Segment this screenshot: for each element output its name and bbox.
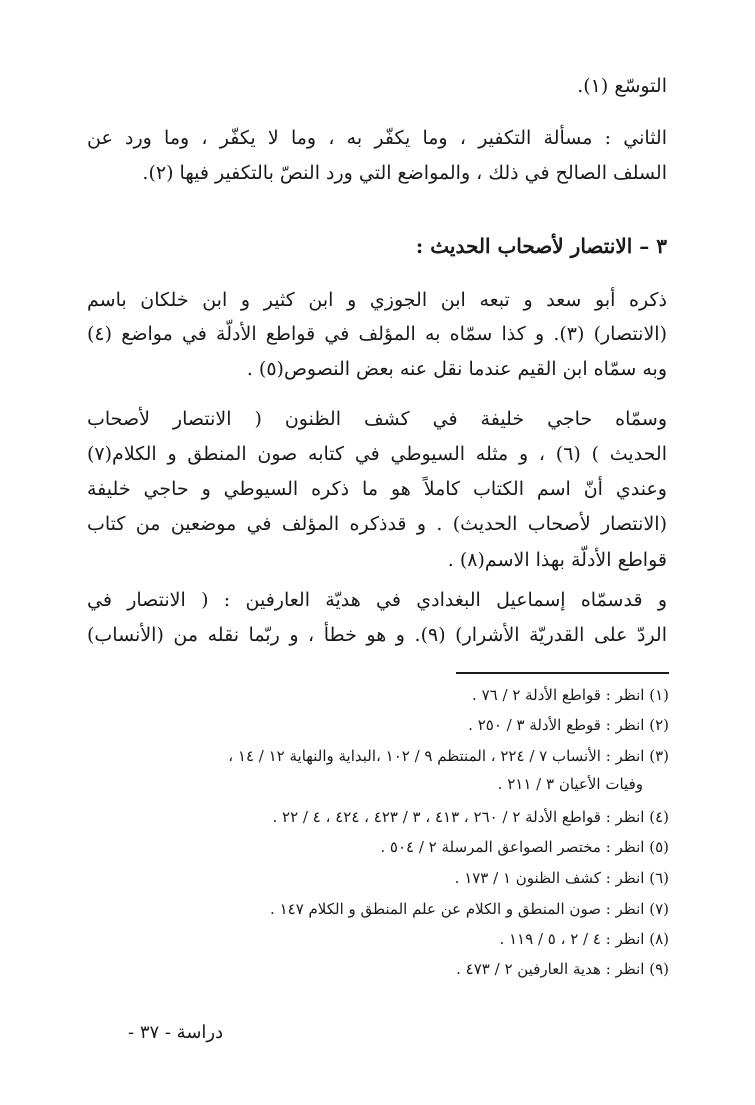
body-line: قواطع الأدلّة بهذا الاسم(٨) .: [447, 549, 667, 571]
footnote: (٩) انظر : هدية العارفين ٢ / ٤٧٣ .: [456, 960, 669, 978]
body-line: السلف الصالح في ذلك ، والمواضع التي ورد النصّ بالتكفير فيها (٢).: [142, 162, 667, 184]
footnote-divider: [456, 672, 669, 674]
footnote-continuation: وفيات الأعيان ٣ / ٢١١ .: [497, 775, 643, 793]
section-heading: ٣ – الانتصار لأصحاب الحديث :: [415, 234, 667, 258]
footnote: (٢) انظر : قوطع الأدلة ٣ / ٢٥٠ .: [468, 716, 669, 734]
footnote: (٨) انظر : ٤ / ٢ ، ٥ / ١١٩ .: [499, 930, 669, 948]
body-line: الثاني : مسألة التكفير ، وما يكفّر به ، وما لا يكفّر ، وما ورد عن: [87, 127, 667, 149]
body-line: وبه سمّاه ابن القيم عندما نقل عنه بعض النصوص(٥) .: [246, 358, 667, 380]
body-line: ذكره أبو سعد و تبعه ابن الجوزي و ابن كثير و ابن خلكان باسم: [87, 289, 667, 311]
footnote: (٣) انظر : الأنساب ٧ / ٢٢٤ ، المنتظم ٩ / ١٠٢ ،البداية والنهاية ١٢ / ١٤ ،: [228, 747, 669, 765]
footnote: (٦) انظر : كشف الظنون ١ / ١٧٣ .: [454, 869, 669, 887]
footnote: (١) انظر : قواطع الأدلة ٢ / ٧٦ .: [472, 686, 669, 704]
page-number: دراسة - ٣٧ -: [128, 1022, 224, 1043]
footnote: (٥) انظر : مختصر الصواعق المرسلة ٢ / ٥٠٤ .: [380, 838, 669, 856]
footnote: (٧) انظر : صون المنطق و الكلام عن علم المنطق و الكلام ١٤٧ .: [270, 900, 669, 918]
body-line: الردّ على القدريّة الأشرار) (٩). و هو خطأ ، و ربّما نقله من (الأنساب): [87, 624, 667, 646]
body-line: وعندي أنّ اسم الكتاب كاملاً هو ما ذكره السيوطي و حاجي خليفة: [87, 478, 667, 500]
footnote: (٤) انظر : قواطع الأدلة ٢ / ٢٦٠ ، ٤١٣ ، ٣ / ٤٢٣ ، ٤٢٤ ، ٤ / ٢٢ .: [272, 808, 669, 826]
body-line: الحديث ) (٦) ، و مثله السيوطي في كتابه صون المنطق و الكلام(٧): [87, 443, 667, 465]
body-line: (الانتصار لأصحاب الحديث) . و قدذكره المؤلف في موضعين من كتاب: [87, 513, 667, 535]
body-line: و قدسمّاه إسماعيل البغدادي في هديّة العارفين : ( الانتصار في: [87, 589, 667, 611]
body-line: (الانتصار) (٣). و كذا سمّاه به المؤلف في قواطع الأدلّة في مواضع (٤): [87, 323, 667, 345]
body-line: وسمّاه حاجي خليفة في كشف الظنون ( الانتصار لأصحاب: [87, 408, 667, 430]
body-line: التوسّع (١).: [577, 75, 667, 97]
